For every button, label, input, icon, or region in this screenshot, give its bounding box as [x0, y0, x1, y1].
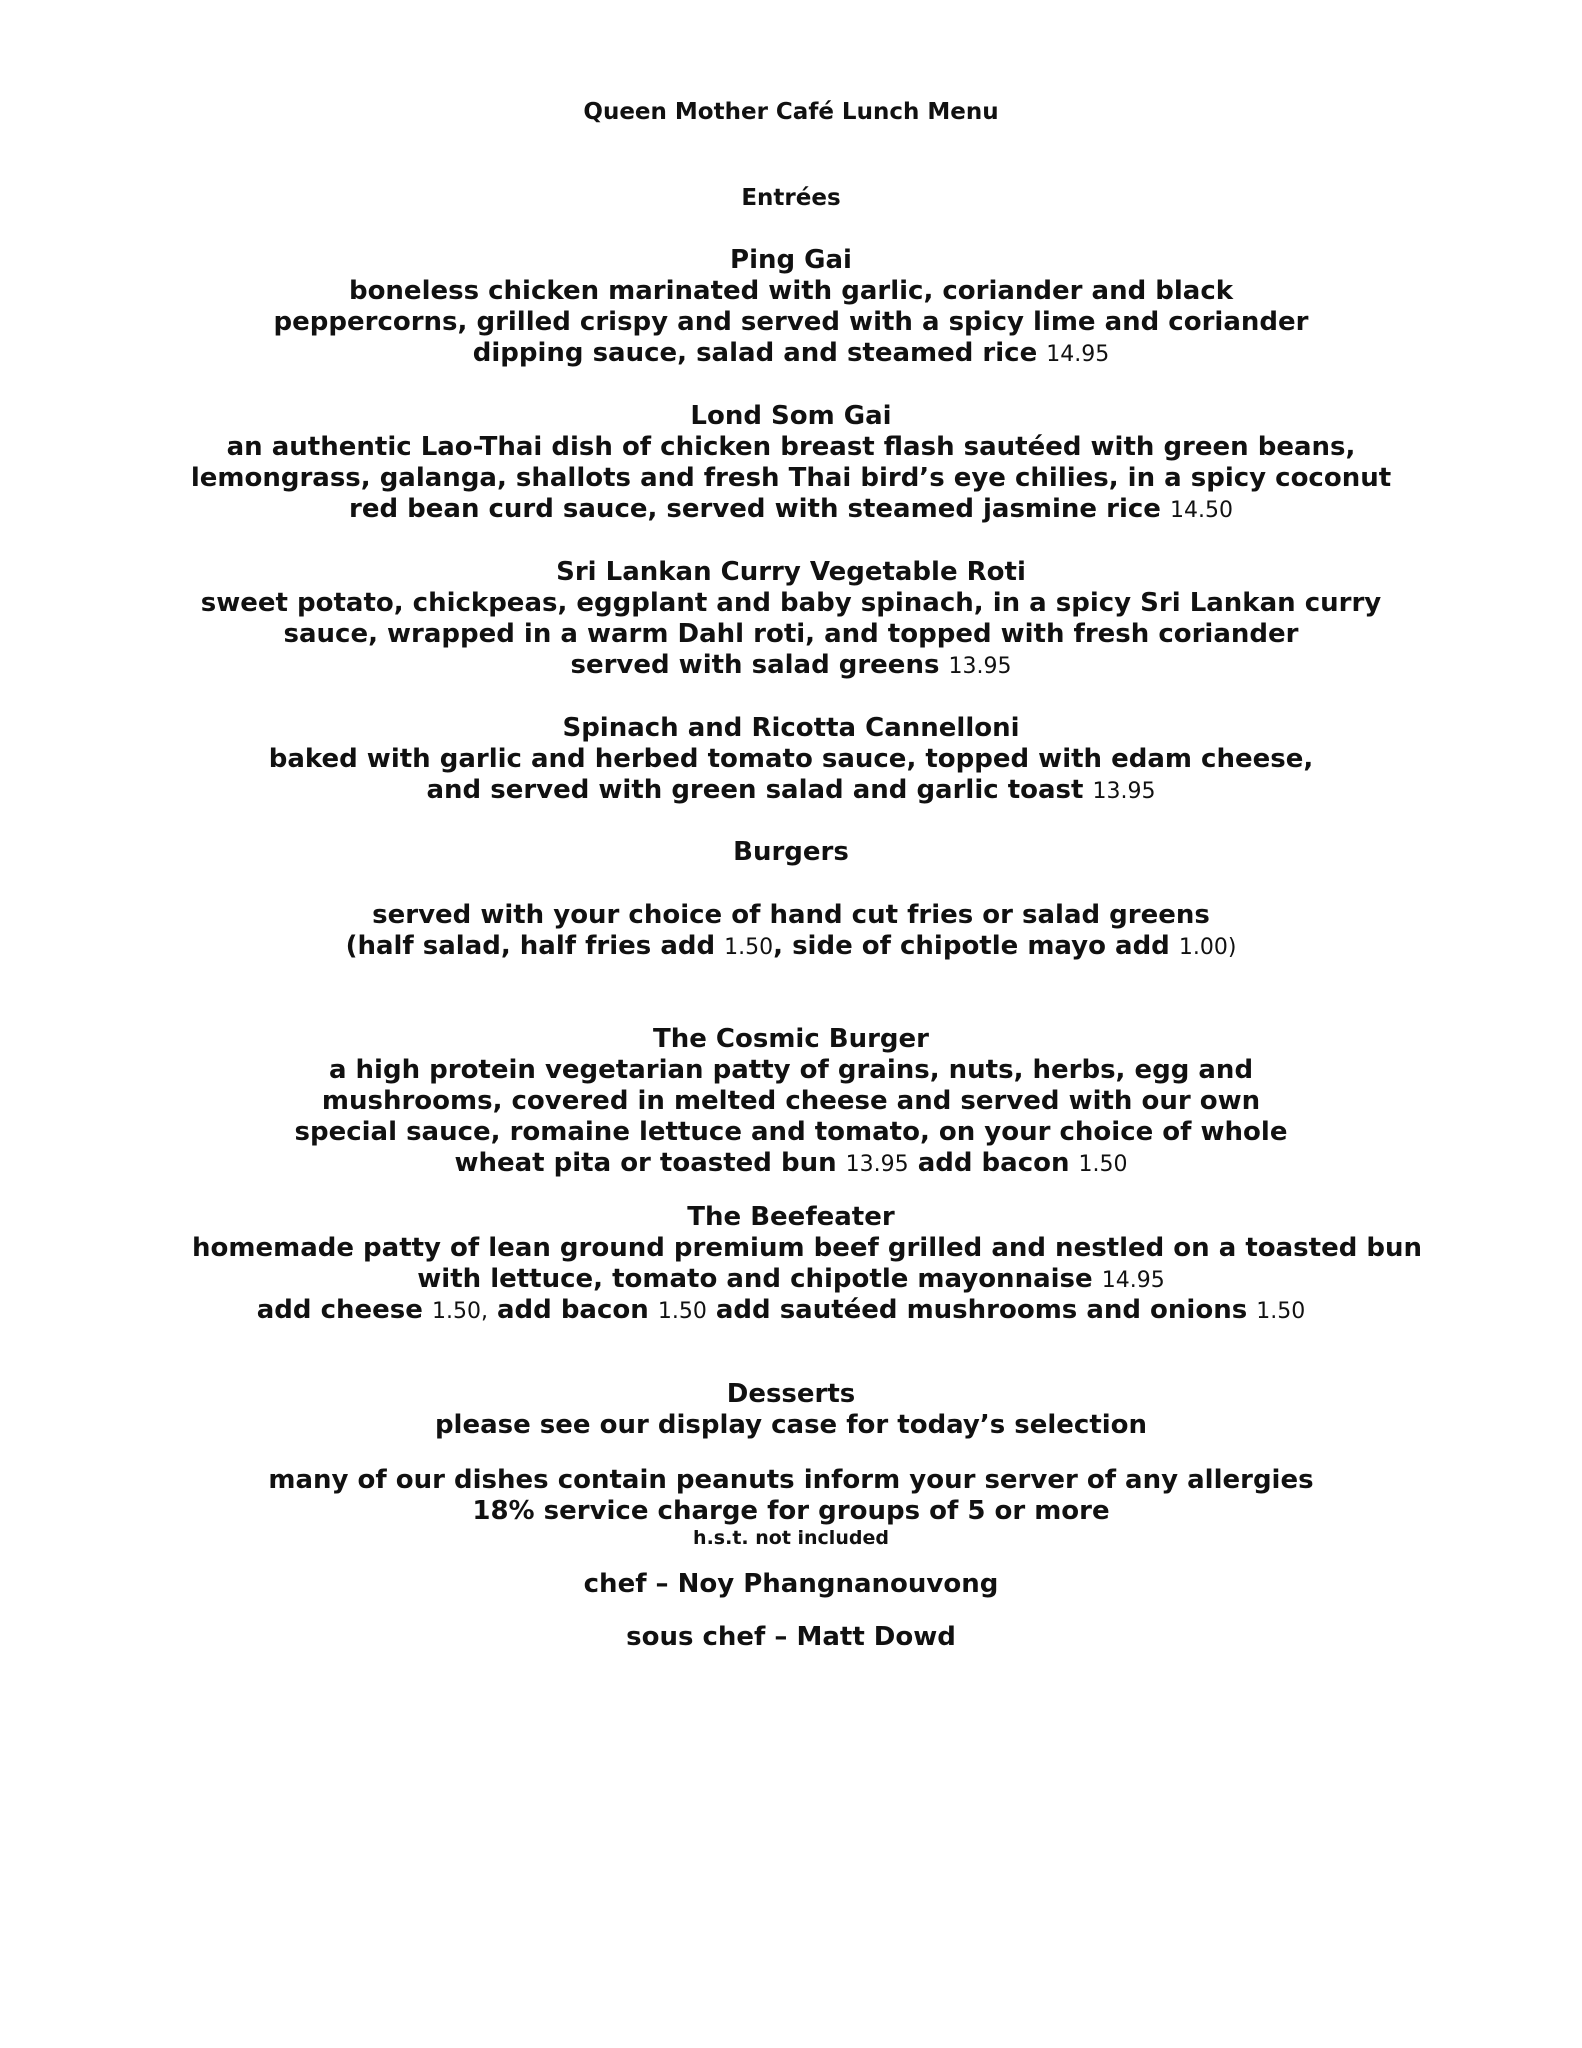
cannelloni-desc-2-text: and served with green salad and garlic toast — [426, 775, 1084, 805]
allergy-note: many of our dishes contain peanuts inform your server of any allergies — [268, 1465, 1314, 1495]
cannelloni-name: Spinach and Ricotta Cannelloni — [562, 713, 1020, 743]
beefeater-desc-2 — [0, 1263, 1582, 1297]
cosmic-burger-desc-1: a high protein vegetarian patty of grains, nuts, herbs, egg and — [328, 1055, 1254, 1085]
desserts-heading: Desserts — [726, 1379, 856, 1409]
cosmic-burger-desc-3: special sauce, romaine lettuce and tomato, on your choice of whole — [294, 1117, 1288, 1147]
roti-name: Sri Lankan Curry Vegetable Roti — [556, 557, 1026, 587]
beefeater-desc-1: homemade patty of lean ground premium beef grilled and nestled on a toasted bun — [192, 1233, 1422, 1263]
ping-gai-desc-1: boneless chicken marinated with garlic, coriander and black — [348, 276, 1234, 306]
beefeater-add-mushrooms-label: add sautéed mushrooms and onions — [715, 1295, 1248, 1325]
roti-desc-3-text: served with salad greens — [570, 650, 940, 680]
ping-gai-desc-2: peppercorns, grilled crispy and served with a spicy lime and coriander — [273, 307, 1309, 337]
chef-credit: chef – Noy Phangnanouvong — [583, 1569, 999, 1599]
beefeater-add-bacon-label: add bacon — [497, 1295, 649, 1325]
burgers-desc-1: served with your choice of hand cut fries or salad greens — [372, 900, 1210, 930]
beefeater-add-cheese-price: 1.50, — [431, 1299, 488, 1324]
lond-som-gai-name: Lond Som Gai — [690, 401, 892, 431]
roti-price: 13.95 — [948, 654, 1012, 679]
entrees-heading: Entrées — [741, 185, 841, 211]
menu-title: Queen Mother Café Lunch Menu — [583, 99, 999, 125]
beefeater-desc-2-text: with lettuce, tomato and chipotle mayonnaise — [417, 1264, 1093, 1294]
beefeater-add-cheese-label: add cheese — [256, 1295, 423, 1325]
cannelloni-price: 13.95 — [1092, 779, 1156, 804]
tax-note: h.s.t. not included — [693, 1527, 889, 1549]
burgers-desc-2 — [0, 930, 1582, 964]
lond-som-gai-desc-1: an authentic Lao-Thai dish of chicken breast flash sautéed with green beans, — [226, 432, 1356, 462]
roti-desc-1: sweet potato, chickpeas, eggplant and baby spinach, in a spicy Sri Lankan curry — [200, 588, 1382, 618]
roti-desc-3 — [0, 649, 1582, 683]
cannelloni-desc-2 — [0, 774, 1582, 808]
sous-chef-credit: sous chef – Matt Dowd — [626, 1622, 956, 1652]
lond-som-gai-desc-3 — [0, 493, 1582, 527]
lond-som-gai-desc-3-text: red bean curd sauce, served with steamed jasmine rice — [349, 494, 1161, 524]
beefeater-price: 14.95 — [1101, 1268, 1165, 1293]
ping-gai-price: 14.95 — [1046, 342, 1110, 367]
beefeater-add-mushrooms-price: 1.50 — [1256, 1299, 1306, 1324]
half-half-price: 1.50 — [724, 935, 774, 960]
cosmic-burger-addon-label: add bacon — [917, 1148, 1070, 1178]
beefeater-add-bacon-price: 1.50 — [657, 1299, 707, 1324]
burgers-desc-2-text-a: (half salad, half fries add — [345, 931, 716, 961]
beefeater-addons — [0, 1294, 1572, 1328]
desserts-desc: please see our display case for today’s selection — [434, 1410, 1148, 1440]
cosmic-burger-desc-4-text: wheat pita or toasted bun — [454, 1148, 837, 1178]
cosmic-burger-desc-2: mushrooms, covered in melted cheese and served with our own — [321, 1086, 1261, 1116]
ping-gai-name: Ping Gai — [730, 245, 852, 275]
beefeater-name: The Beefeater — [687, 1202, 895, 1232]
ping-gai-desc-3 — [0, 337, 1582, 371]
cosmic-burger-desc-4 — [0, 1147, 1582, 1181]
lond-som-gai-price: 14.50 — [1169, 498, 1233, 523]
lond-som-gai-desc-2: lemongrass, galanga, shallots and fresh Thai bird’s eye chilies, in a spicy coconut — [190, 463, 1392, 493]
burgers-heading: Burgers — [733, 837, 849, 867]
cosmic-burger-addon-price: 1.50 — [1078, 1152, 1128, 1177]
cosmic-burger-price: 13.95 — [845, 1152, 909, 1177]
cosmic-burger-name: The Cosmic Burger — [652, 1024, 930, 1054]
chipotle-mayo-price: 1.00) — [1178, 935, 1237, 960]
service-charge-note: 18% service charge for groups of 5 or more — [472, 1496, 1110, 1526]
cannelloni-desc-1: baked with garlic and herbed tomato sauce, topped with edam cheese, — [268, 744, 1314, 774]
ping-gai-desc-3-text: dipping sauce, salad and steamed rice — [472, 338, 1038, 368]
roti-desc-2: sauce, wrapped in a warm Dahl roti, and topped with fresh coriander — [283, 619, 1299, 649]
burgers-desc-2-text-b: , side of chipotle mayo add — [773, 931, 1170, 961]
